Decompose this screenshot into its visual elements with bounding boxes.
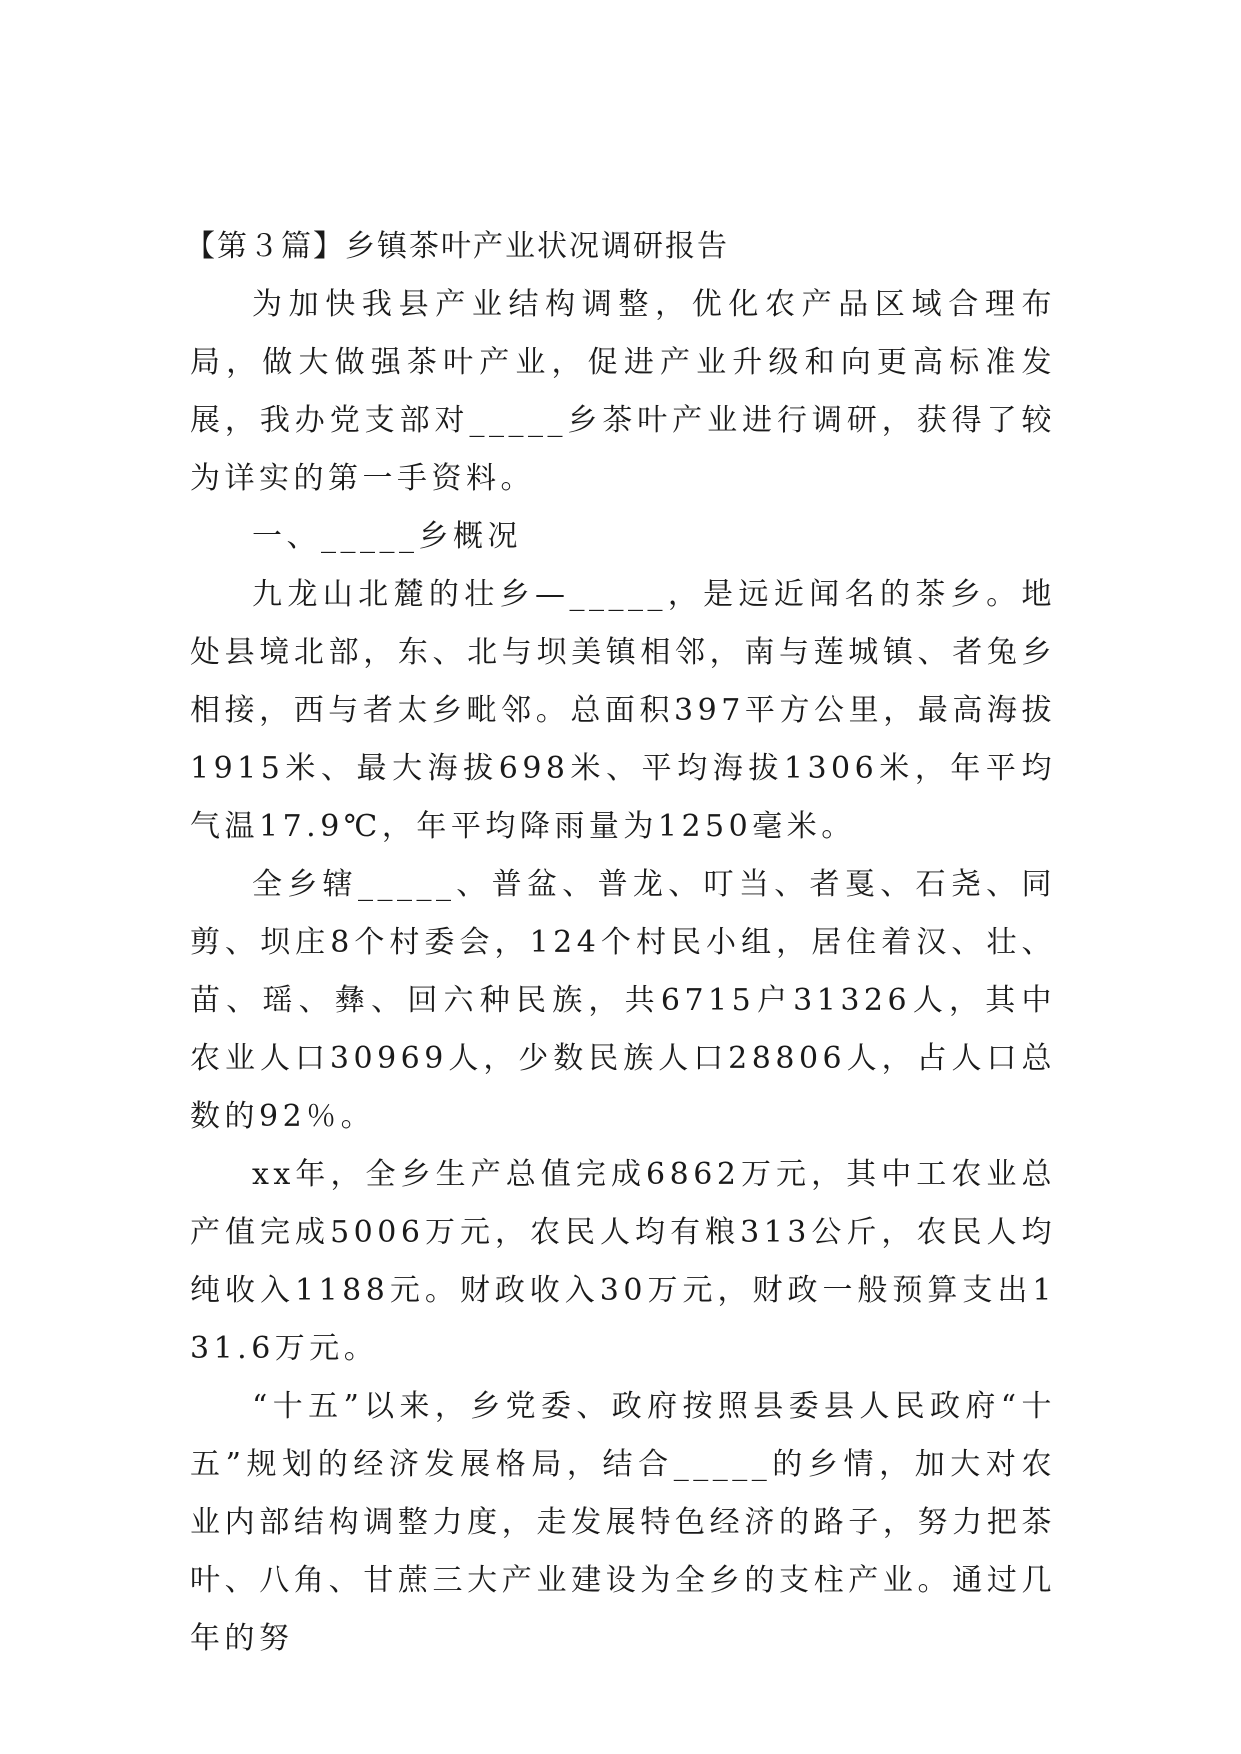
paragraph-population: 全乡辖_____、普盆、普龙、叮当、者戛、石尧、同剪、坝庄8个村委会，124个村民小组，居住着汉、壮、苗、瑶、彝、回六种民族，共6715户31326人，其中农业人口30969人，少数民族人口28806人，占人口总数的92％。 [190,867,1056,1134]
paragraph-geography: 九龙山北麓的壮乡—_____，是远近闻名的茶乡。地处县境北部，东、北与坝美镇相邻，南与莲城镇、者兔乡相接，西与者太乡毗邻。总面积397平方公里，最高海拔1915米、最大海拔698米、平均海拔1306米，年平均气温17.9℃，年平均降雨量为1250毫米。 [190,577,1056,844]
section-heading-overview: 一、_____乡概况 [252,519,522,554]
paragraph-intro: 为加快我县产业结构调整，优化农产品区域合理布局，做大做强茶叶产业，促进产业升级和向更高标准发展，我办党支部对_____乡茶叶产业进行调研，获得了较为详实的第一手资料。 [190,287,1056,496]
paragraph-industry: “十五”以来，乡党委、政府按照县委县人民政府“十五”规划的经济发展格局，结合_____的乡情，加大对农业内部结构调整力度，走发展特色经济的路子，努力把茶叶、八角、甘蔗三大产业建设为全乡的支柱产业。通过几年的努 [190,1389,1056,1656]
paragraph-economy: xx年，全乡生产总值完成6862万元，其中工农业总产值完成5006万元，农民人均有粮313公斤，农民人均纯收入1188元。财政收入30万元，财政一般预算支出131.6万元。 [190,1157,1056,1366]
document-title: 【第３篇】乡镇茶叶产业状况调研报告 [185,229,729,264]
document-page [185,218,1056,1668]
